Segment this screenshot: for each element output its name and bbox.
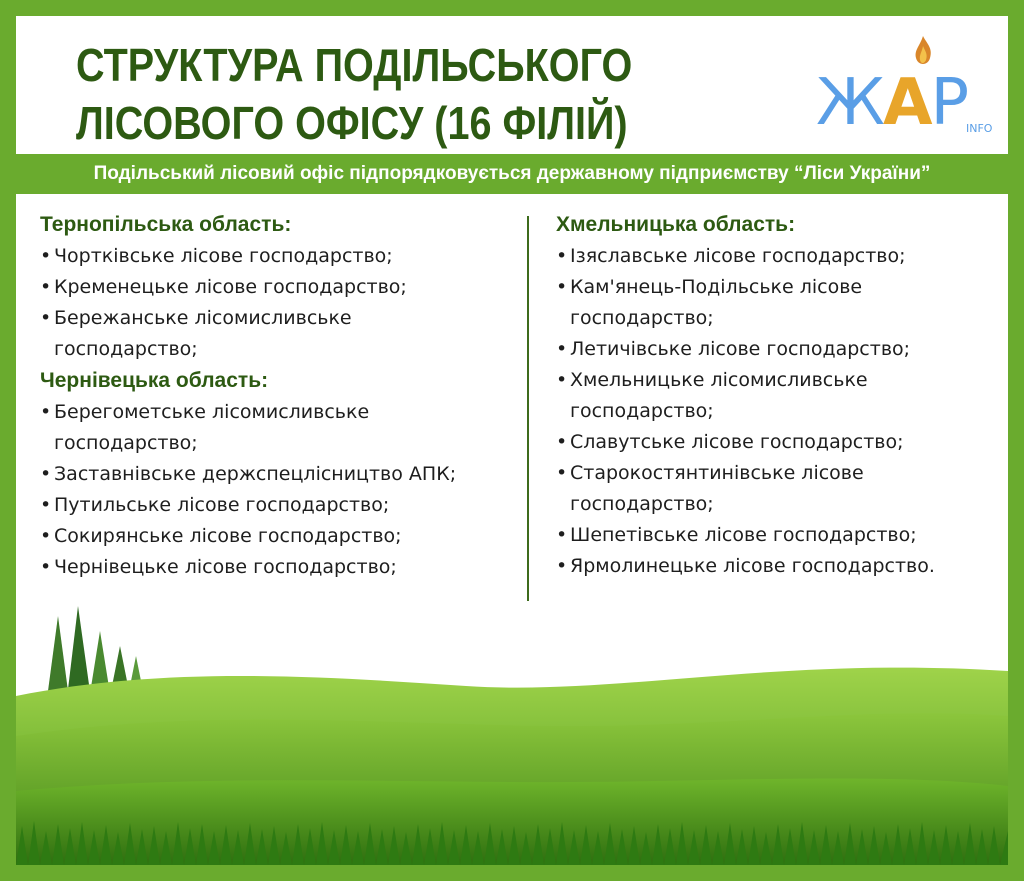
logo-letter-a: А (882, 66, 931, 140)
page-title (76, 36, 678, 152)
bullet-icon: • (40, 556, 52, 578)
logo-letter-zh: Ж (816, 66, 883, 140)
page-title-line-2: ЛІСОВОГО ОФІСУ (16 ФІЛІЙ) (76, 97, 628, 149)
list-item (40, 521, 520, 552)
list-item-text: Ізяславське лісове господарство; (570, 245, 906, 267)
list-item-text: господарство; (54, 432, 198, 454)
region-heading-chernivtsi: Чернівецька область: (40, 369, 269, 392)
list-item-text: Кременецьке лісове господарство; (54, 276, 407, 298)
list-item-text: Летичівське лісове господарство; (570, 338, 911, 360)
bullet-icon: • (40, 494, 52, 516)
list-item (40, 459, 520, 490)
list-item (556, 458, 1006, 520)
list-item (556, 427, 1006, 458)
bullet-icon: • (40, 276, 52, 298)
list-item (40, 272, 520, 303)
list-item-text: Славутське лісове господарство; (570, 431, 904, 453)
bullet-icon: • (40, 245, 52, 267)
content-panel (16, 16, 1008, 865)
green-hills-illustration (16, 576, 1008, 865)
column-divider (527, 216, 529, 601)
region-heading-khmelnytskyi: Хмельницька область: (556, 213, 796, 236)
bullet-icon: • (556, 431, 568, 453)
bullet-icon: • (40, 401, 52, 423)
ternopil-list (40, 241, 520, 365)
bullet-icon: • (556, 462, 568, 484)
left-column (40, 209, 520, 583)
chernivtsi-list (40, 397, 520, 583)
list-item-text: господарство; (570, 493, 714, 515)
list-item-text: Кам'янець-Подільське лісове (570, 276, 863, 298)
list-item-text: Путильське лісове господарство; (54, 494, 390, 516)
list-item (40, 241, 520, 272)
right-column (556, 209, 1006, 582)
list-item-text: Бережанське лісомисливське (54, 307, 352, 329)
bullet-icon: • (40, 525, 52, 547)
list-item-text: господарство; (54, 338, 198, 360)
subtitle-banner (16, 154, 1008, 194)
subtitle-banner-text: Подільський лісовий офіс підпорядковується державному підприємству “Ліси України” (93, 163, 931, 184)
bullet-icon: • (556, 245, 568, 267)
zhar-info-logo (816, 36, 996, 146)
list-item-text: Чортківське лісове господарство; (54, 245, 393, 267)
list-item-text: Ярмолинецьке лісове господарство. (570, 555, 935, 577)
bullet-icon: • (556, 276, 568, 298)
list-item (556, 334, 1006, 365)
logo-letter-r: Р (930, 66, 968, 140)
list-item-text: Сокирянське лісове господарство; (54, 525, 402, 547)
list-item-text: господарство; (570, 400, 714, 422)
list-item-text: Заставнівське держспецлісництво АПК; (54, 463, 457, 485)
bullet-icon: • (556, 524, 568, 546)
list-item-text: господарство; (570, 307, 714, 329)
list-item-text: Берегометське лісомисливське (54, 401, 370, 423)
flame-icon (912, 36, 934, 70)
list-item (556, 272, 1006, 334)
logo-info-label: INFO (966, 122, 993, 135)
bullet-icon: • (556, 338, 568, 360)
list-item (556, 520, 1006, 551)
list-item-text: Чернівецьке лісове господарство; (54, 556, 397, 578)
bullet-icon: • (40, 307, 52, 329)
list-item-text: Хмельницьке лісомисливське (570, 369, 868, 391)
list-item-text: Шепетівське лісове господарство; (570, 524, 917, 546)
list-item (40, 303, 520, 365)
list-item-text: Старокостянтинівське лісове (570, 462, 864, 484)
page-title-line-1: СТРУКТУРА ПОДІЛЬСЬКОГО (76, 39, 633, 91)
bullet-icon: • (556, 555, 568, 577)
list-item (40, 490, 520, 521)
bullet-icon: • (556, 369, 568, 391)
list-item (556, 365, 1006, 427)
bullet-icon: • (40, 463, 52, 485)
list-item (40, 397, 520, 459)
logo-wordmark (816, 66, 967, 140)
khmelnytskyi-list (556, 241, 1006, 582)
region-heading-ternopil: Тернопільська область: (40, 213, 292, 236)
list-item (556, 241, 1006, 272)
